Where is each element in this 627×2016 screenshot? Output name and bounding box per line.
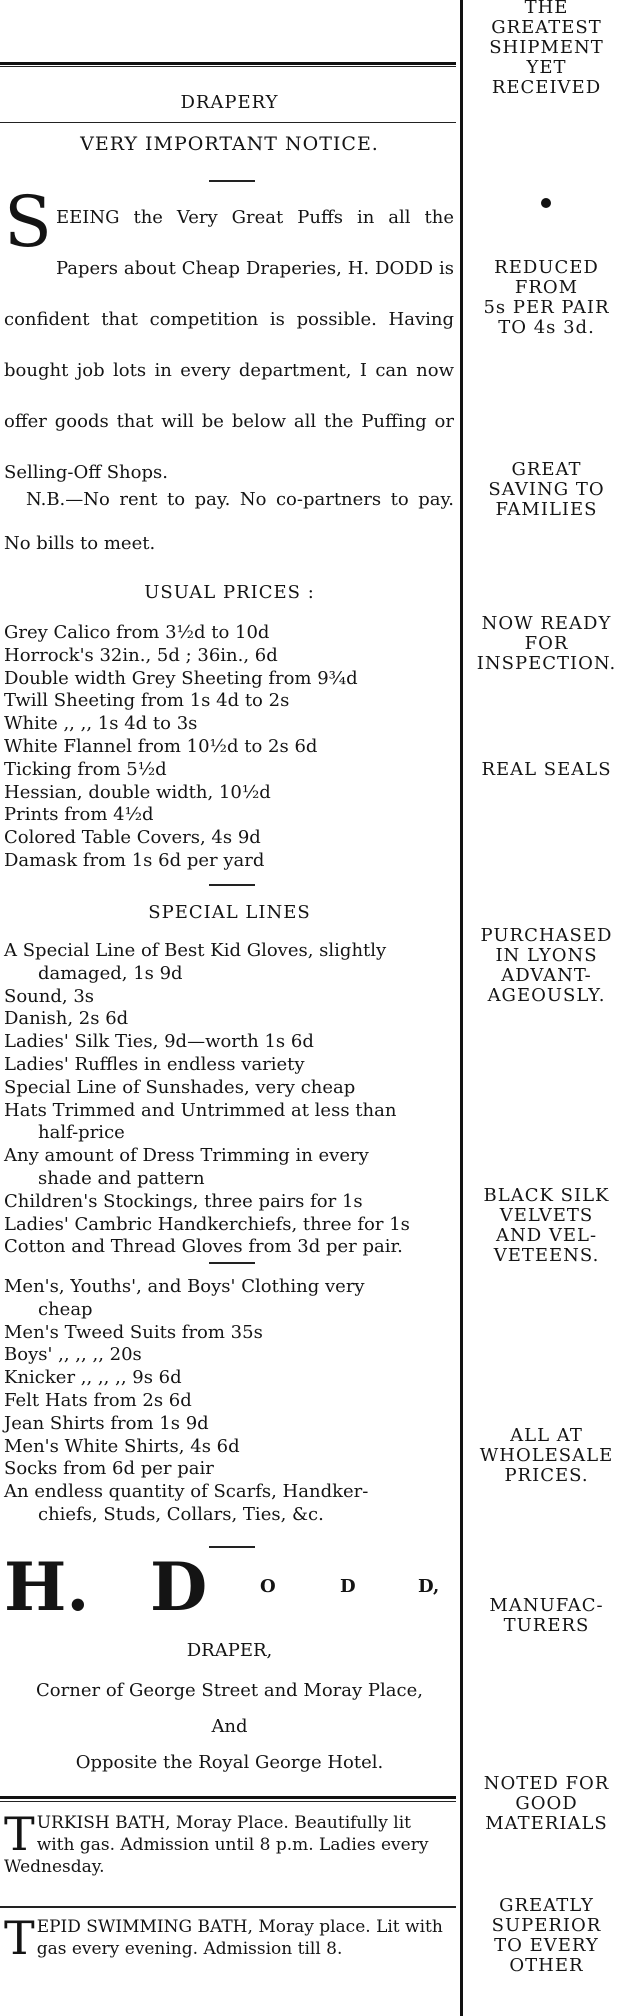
side-block-4: NOW READY FOR INSPECTION. xyxy=(476,613,617,674)
special-line-item: Cotton and Thread Gloves from 3d per pair. xyxy=(4,1236,403,1258)
swimming-bath-text: EPID SWIMMING BATH, Moray place. Lit with gas every evening. Admission till 8. xyxy=(36,1917,443,1959)
usual-price-item: Damask from 1s 6d per yard xyxy=(4,850,265,871)
usual-price-item: White ,, ,, 1s 4d to 3s xyxy=(4,713,198,735)
bath-rule-middle xyxy=(0,1906,456,1908)
clothing-line-item: Knicker ,, ,, ,, 9s 6d xyxy=(4,1367,182,1389)
bullet-dot xyxy=(541,198,551,208)
clothing-line-item: Socks from 6d per pair xyxy=(4,1458,214,1480)
side-block-8: ALL AT WHOLESALE PRICES. xyxy=(479,1425,614,1486)
address-line-2: Opposite the Royal George Hotel. xyxy=(75,1752,384,1773)
divider-dash xyxy=(209,884,255,886)
clothing-line-item: Men's White Shirts, 4s 6d xyxy=(4,1435,240,1457)
special-line-item: damaged, 1s 9d xyxy=(38,962,183,984)
intro-dropcap: S xyxy=(4,181,52,263)
signature-d: D xyxy=(150,1548,208,1626)
usual-price-item: Horrock's 32in., 5d ; 36in., 6d xyxy=(4,644,278,666)
special-line-item: Ladies' Cambric Handkerchiefs, three for 1s xyxy=(4,1213,410,1235)
clothing-line-item: Felt Hats from 2s 6d xyxy=(4,1390,192,1411)
special-line-item: half-price xyxy=(38,1122,125,1144)
clothing-line-item: Jean Shirts from 1s 9d xyxy=(4,1412,209,1434)
signature-d2: D xyxy=(340,1576,356,1597)
swimming-bath-notice xyxy=(4,1911,454,1965)
divider-dash xyxy=(209,1546,255,1548)
special-line-item: Children's Stockings, three pairs for 1s xyxy=(4,1190,363,1212)
turkish-bath-notice xyxy=(4,1807,454,1878)
top-rule-thin xyxy=(0,66,456,67)
divider-dash xyxy=(209,1262,255,1264)
special-line-item: Special Line of Sunshades, very cheap xyxy=(4,1076,356,1098)
intro-paragraph xyxy=(4,181,454,498)
special-line-item: shade and pattern xyxy=(38,1168,205,1189)
side-block-6: PURCHASED IN LYONS ADVANT- AGEOUSLY. xyxy=(480,925,613,1006)
special-line-item: Hats Trimmed and Untrimmed at less than xyxy=(4,1099,397,1121)
signature-o: O xyxy=(260,1576,276,1597)
notice-title: VERY IMPORTANT NOTICE. xyxy=(80,133,379,155)
top-rule xyxy=(0,62,456,65)
special-line-item: Any amount of Dress Trimming in every xyxy=(4,1145,369,1167)
side-block-10: NOTED FOR GOOD MATERIALS xyxy=(483,1773,610,1834)
bath-rule-top-thin xyxy=(0,1801,456,1802)
special-line-item: A Special Line of Best Kid Gloves, slightly xyxy=(4,940,387,961)
side-block-9: MANUFAC- TURERS xyxy=(489,1595,604,1636)
swimming-bath-dropcap: T xyxy=(4,1911,35,1965)
side-block-3: GREAT SAVING TO FAMILIES xyxy=(488,459,605,520)
usual-price-item: Hessian, double width, 10½d xyxy=(4,781,271,803)
section-title: DRAPERY xyxy=(180,92,279,113)
usual-price-item: Grey Calico from 3½d to 10d xyxy=(4,622,270,643)
usual-price-item: Colored Table Covers, 4s 9d xyxy=(4,827,261,849)
usual-price-item: Ticking from 5½d xyxy=(4,758,167,780)
special-line-item: Sound, 3s xyxy=(4,985,95,1007)
clothing-line-item: Men's Tweed Suits from 35s xyxy=(4,1321,263,1343)
special-line-item: Danish, 2s 6d xyxy=(4,1008,129,1030)
side-block-7: BLACK SILK VELVETS AND VEL- VETEENS. xyxy=(483,1185,610,1266)
usual-prices-title: USUAL PRICES : xyxy=(144,582,315,603)
usual-price-item: Twill Sheeting from 1s 4d to 2s xyxy=(4,690,290,712)
side-block-11: GREATLY SUPERIOR TO EVERY OTHER xyxy=(491,1895,602,1976)
clothing-line-item: An endless quantity of Scarfs, Handker- xyxy=(4,1481,369,1503)
side-block-1: THE GREATEST SHIPMENT YET RECEIVED xyxy=(489,0,604,98)
signature-d-comma: D, xyxy=(418,1576,440,1597)
clothing-line-item: Men's, Youths', and Boys' Clothing very xyxy=(4,1276,365,1297)
side-block-5: REAL SEALS xyxy=(481,759,612,780)
address-line-1: Corner of George Street and Moray Place, xyxy=(36,1680,423,1701)
usual-price-item: Double width Grey Sheeting from 9¾d xyxy=(4,667,358,689)
address-and: And xyxy=(211,1716,248,1737)
side-block-2: REDUCED FROM 5s PER PAIR TO 4s 3d. xyxy=(483,257,610,338)
divider-dash xyxy=(209,180,255,182)
clothing-line-item: Boys' ,, ,, ,, 20s xyxy=(4,1344,142,1366)
signature-h: H. xyxy=(4,1548,90,1626)
section-rule xyxy=(0,122,456,123)
nb-paragraph: N.B.—No rent to pay. No co-partners to pay. No bills to meet. xyxy=(4,489,454,554)
special-lines-title: SPECIAL LINES xyxy=(148,902,311,923)
clothing-line-item: chiefs, Studs, Collars, Ties, &c. xyxy=(38,1504,324,1525)
bath-rule-top xyxy=(0,1796,456,1799)
turkish-bath-text: URKISH BATH, Moray Place. Beautifully lit with gas. Admission until 8 p.m. Ladies every Wednesday. xyxy=(4,1813,429,1877)
special-line-item: Ladies' Ruffles in endless variety xyxy=(4,1054,305,1075)
trade-line: DRAPER, xyxy=(186,1640,273,1661)
clothing-line-item: cheap xyxy=(38,1298,93,1320)
side-column xyxy=(466,0,627,2016)
turkish-bath-dropcap: T xyxy=(4,1807,35,1861)
usual-price-item: White Flannel from 10½d to 2s 6d xyxy=(4,736,318,757)
usual-price-item: Prints from 4½d xyxy=(4,804,154,826)
special-line-item: Ladies' Silk Ties, 9d—worth 1s 6d xyxy=(4,1031,314,1053)
intro-text: EEING the Very Great Puffs in all the Papers about Cheap Draperies, H. DODD is confident that competition is possible. Having bought job lots in every department, I can now offer goods that will be below all the Puffing or Selling-Off Shops. xyxy=(4,207,454,483)
column-divider xyxy=(460,0,463,2016)
